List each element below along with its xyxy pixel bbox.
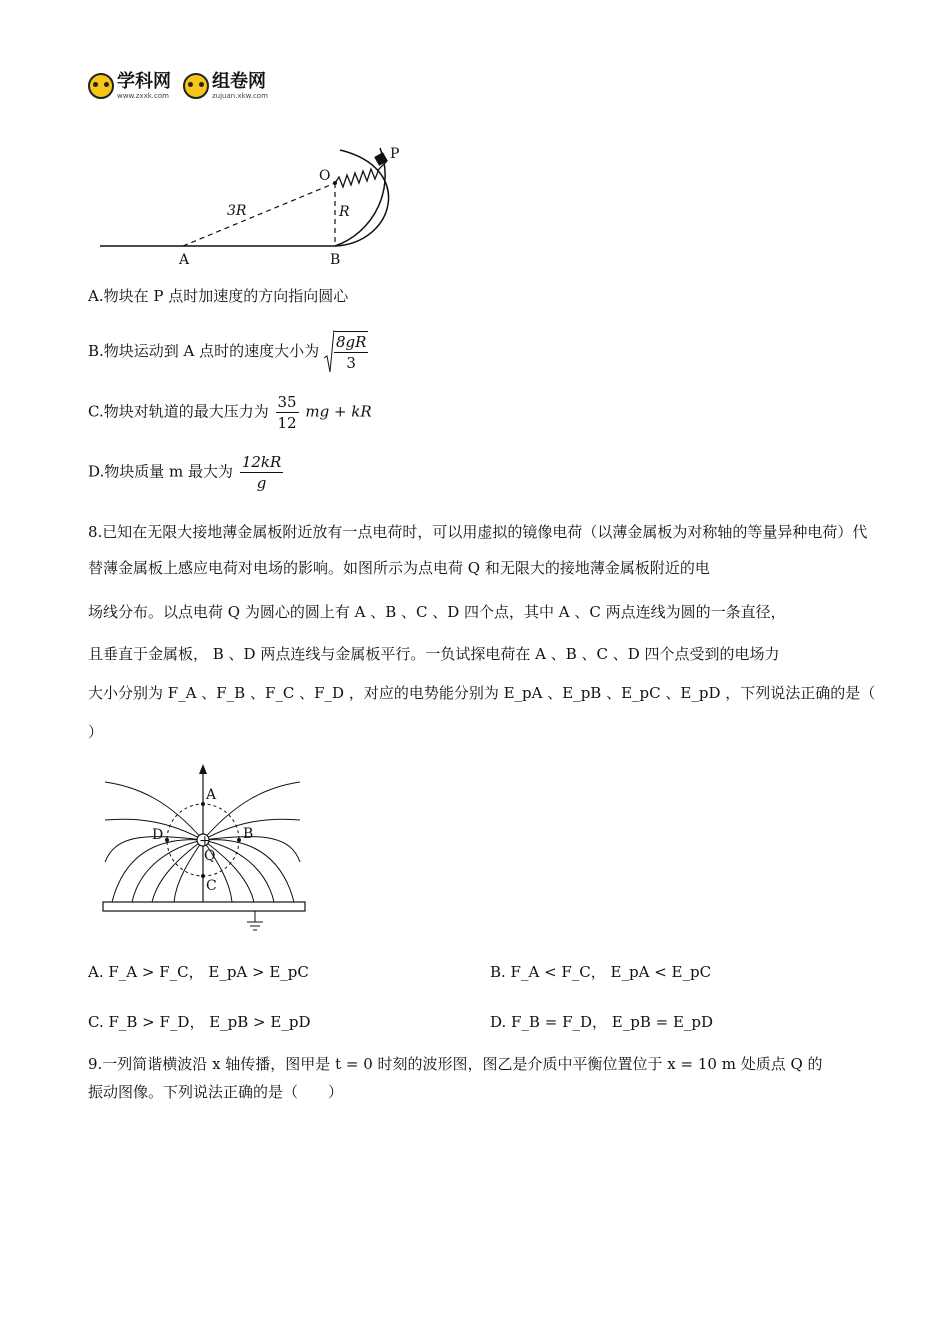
label-b: B xyxy=(330,252,341,268)
field-line xyxy=(174,840,203,902)
option-text: C.物块对轨道的最大压力为 xyxy=(88,402,269,421)
metal-plate xyxy=(103,902,305,911)
point-c xyxy=(201,874,205,878)
q7-option-a: A.物块在 P 点时加速度的方向指向圆心 xyxy=(88,287,349,305)
block-p xyxy=(374,152,388,166)
point-a xyxy=(201,802,205,806)
q8-paragraph-3: 且垂直于金属板， B 、D 两点连线与金属板平行。一负试探电荷在 A 、B 、C 、D 四个点受到的电场力 xyxy=(88,645,780,663)
label-p: P xyxy=(390,146,400,162)
point-d xyxy=(165,838,169,842)
q9-paragraph-2: 振动图像。下列说法正确的是（ ） xyxy=(88,1083,344,1101)
q8-option-c: C. F_B > F_D， E_pB > E_pD xyxy=(88,1013,311,1031)
q7-option-b xyxy=(88,330,370,374)
mascot-icon xyxy=(88,73,114,99)
label-a: A xyxy=(179,252,190,268)
label-c: C xyxy=(206,878,217,894)
figure-field-lines xyxy=(100,762,315,937)
sqrt-expression xyxy=(324,330,370,374)
q7-option-d xyxy=(88,452,285,493)
q8-paragraph-2: 场线分布。以点电荷 Q 为圆心的圆上有 A 、B 、C 、D 四个点，其中 A 、C 两点连线为圆的一条直径， xyxy=(88,603,786,621)
option-text: B.物块运动到 A 点时的速度大小为 xyxy=(88,342,320,360)
option-expression: mg + kR xyxy=(305,402,372,421)
q9-paragraph-1: 9.一列简谐横波沿 x 轴传播，图甲是 t = 0 时刻的波形图，图乙是介质中平衡位置位于 x = 10 m 处质点 Q 的 xyxy=(88,1055,823,1073)
label-b: B xyxy=(243,826,254,842)
label-r: R xyxy=(339,204,350,220)
field-line xyxy=(112,840,203,902)
label-o: O xyxy=(319,168,331,184)
q8-paragraph-5: ） xyxy=(88,723,104,741)
frac-denominator: 3 xyxy=(346,354,356,372)
frac-numerator: 12kR xyxy=(241,453,282,471)
label-3r: 3R xyxy=(227,203,247,219)
plus-sign: + xyxy=(199,833,211,849)
logo-title: 组卷网 xyxy=(212,70,266,92)
logo-url: www.zxxk.com xyxy=(117,91,169,100)
frac-denominator: g xyxy=(256,474,267,492)
point-b xyxy=(237,838,241,842)
q8-option-b: B. F_A < F_C， E_pA < E_pC xyxy=(490,963,712,981)
header-logos xyxy=(88,68,280,104)
option-text: D.物块质量 m 最大为 xyxy=(88,462,234,481)
frac-denominator: 12 xyxy=(277,414,297,432)
mascot-icon xyxy=(183,73,209,99)
line-oa xyxy=(183,183,335,246)
label-a: A xyxy=(206,787,217,803)
logo-zujuanwang xyxy=(183,70,268,100)
figure-track-spring xyxy=(95,108,415,273)
logo-url: zujuan.xkw.com xyxy=(212,91,268,100)
arrow-up-icon xyxy=(199,764,207,774)
point-o xyxy=(333,181,337,185)
field-line xyxy=(152,840,203,902)
q7-option-c xyxy=(88,392,372,433)
field-line xyxy=(132,840,203,902)
q8-option-a: A. F_A > F_C， E_pA > E_pC xyxy=(88,963,309,981)
label-q: Q xyxy=(204,848,216,864)
q8-paragraph-1: 8.已知在无限大接地薄金属板附近放有一点电荷时，可以用虚拟的镜像电荷（以薄金属板为对称轴的等量异种电荷）代替薄金属板上感应电荷对电场的影响。如图所示为点电荷 Q 和无限大的接地薄金属板附近的电 xyxy=(88,523,868,577)
logo-title: 学科网 xyxy=(117,70,171,92)
q8-option-d: D. F_B = F_D， E_pB = E_pD xyxy=(490,1013,714,1031)
q8-paragraph-4: 大小分别为 F_A 、F_B 、F_C 、F_D ，对应的电势能分别为 E_pA 、E_pB 、E_pC 、E_pD ，下列说法正确的是（ xyxy=(88,684,876,702)
logo-xuekewang xyxy=(88,70,171,100)
sqrt-icon xyxy=(324,330,334,374)
label-d: D xyxy=(152,827,164,843)
frac-numerator: 35 xyxy=(277,393,297,411)
frac-numerator: 8gR xyxy=(335,333,367,351)
